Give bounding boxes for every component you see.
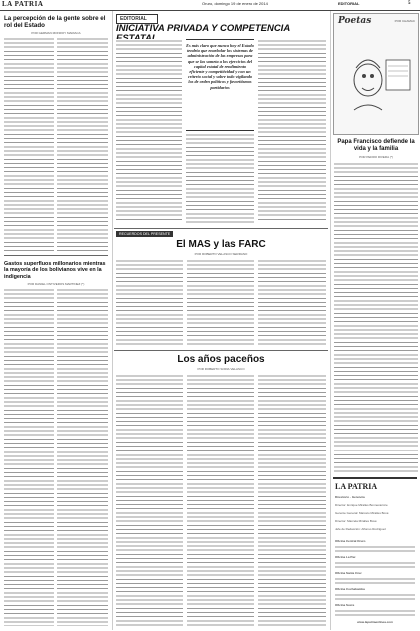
cartoon-drawing [334, 30, 418, 130]
directory-detail [335, 577, 415, 585]
article-body [334, 162, 418, 472]
newspaper-logo: LA PATRIA [2, 0, 44, 8]
article-title: La percepción de la gente sobre el rol del Estado [4, 15, 106, 29]
directory-line: Director: Marcela Miralles Bové [335, 519, 377, 523]
website-link[interactable]: www.lapatriaenlinea.com [357, 620, 393, 624]
editorial-body [258, 39, 326, 223]
pacenos-section [114, 350, 328, 631]
article-title: El MAS y las FARC [176, 239, 266, 250]
article-body [258, 374, 326, 626]
editorial-title: INICIATIVA PRIVADA Y COMPETENCIA [116, 23, 290, 34]
article-byline: POR DANIEL ONTIVEROS MARTINEZ (*) [27, 282, 85, 286]
directory-line: Directorio - Gerencia [335, 495, 365, 499]
directory-detail [335, 609, 415, 617]
editorial-body [186, 133, 254, 223]
article-body [116, 259, 183, 347]
article-byline: POR ROBERTO SORIA VELASCO [197, 367, 245, 371]
directory-line: Oficina Central Oruro [335, 539, 366, 543]
pullquote-text: Es más claro que nunca hoy el Estado tendría que enarbolar los sistemas de administración de las empresas para que se las someta a los ejercicios del capital estatal de rendimiento eficiente y competitividad y con un criterio social y sobre todo vigilando los de orden políticos y favoritismos partidarios [186, 43, 254, 90]
article-body [4, 37, 54, 252]
remembrance-section [114, 228, 328, 349]
article-body [116, 374, 183, 626]
article-byline: POR ROBERTO VELASCO SERRANO [194, 252, 248, 256]
divider [4, 255, 108, 256]
article-title: Los años paceños [177, 354, 265, 365]
article-byline: POR GERMAN MONROY MARIACA [31, 31, 81, 35]
article-title: Gastos superfluos millonarios mientras la mayoría de los bolivianos vive en la indigencia [4, 261, 106, 280]
article-title: Papa Francisco defiende la vida y la familia [337, 139, 415, 152]
article-body [258, 259, 326, 347]
editorial-pullquote [186, 39, 254, 131]
directory-detail [335, 545, 415, 553]
directory-line: Oficina La Paz [335, 555, 356, 559]
masthead [0, 0, 420, 11]
editorial-section [114, 11, 328, 226]
issue-date: Oruro, domingo 19 de enero de 2014 [202, 1, 268, 6]
editorial-cartoon [333, 13, 419, 135]
directory-line: Jefe de Redacción: Alfonso Rodríguez [335, 527, 387, 531]
directory-detail [335, 561, 415, 569]
section-strip: RECUERDOS DEL PRESENTE [116, 231, 173, 237]
article-byline: POR PEDRO RIVERA (*) [359, 155, 393, 159]
editorial-tag: EDITORIAL [120, 16, 147, 22]
cartoon-credit: POR CHAMAC [394, 19, 415, 23]
directory-line: Oficina Sucre [335, 603, 355, 607]
opinion-column [0, 11, 113, 630]
article-body [57, 37, 108, 252]
article-body [187, 374, 254, 626]
section-name: EDITORIAL [338, 1, 360, 6]
article-body [4, 288, 54, 626]
directory-detail [335, 593, 415, 601]
directory-logo: LA PATRIA [335, 482, 378, 491]
directory-line: Oficina Santa Cruz [335, 571, 362, 575]
article-body [57, 288, 108, 626]
article-body [187, 259, 254, 347]
page-number: 5 [408, 1, 411, 6]
right-column [330, 11, 420, 630]
directory-line: Gerente General: Marcelo Miralles Bové [335, 511, 389, 515]
cartoon-brand: Poetas [338, 16, 372, 26]
directory-line: Director: Enrique Miralles Bonnecarrère [335, 503, 388, 507]
staff-directory [333, 477, 417, 629]
editorial-body [116, 39, 182, 223]
directory-line: Oficina Cochabamba [335, 587, 365, 591]
